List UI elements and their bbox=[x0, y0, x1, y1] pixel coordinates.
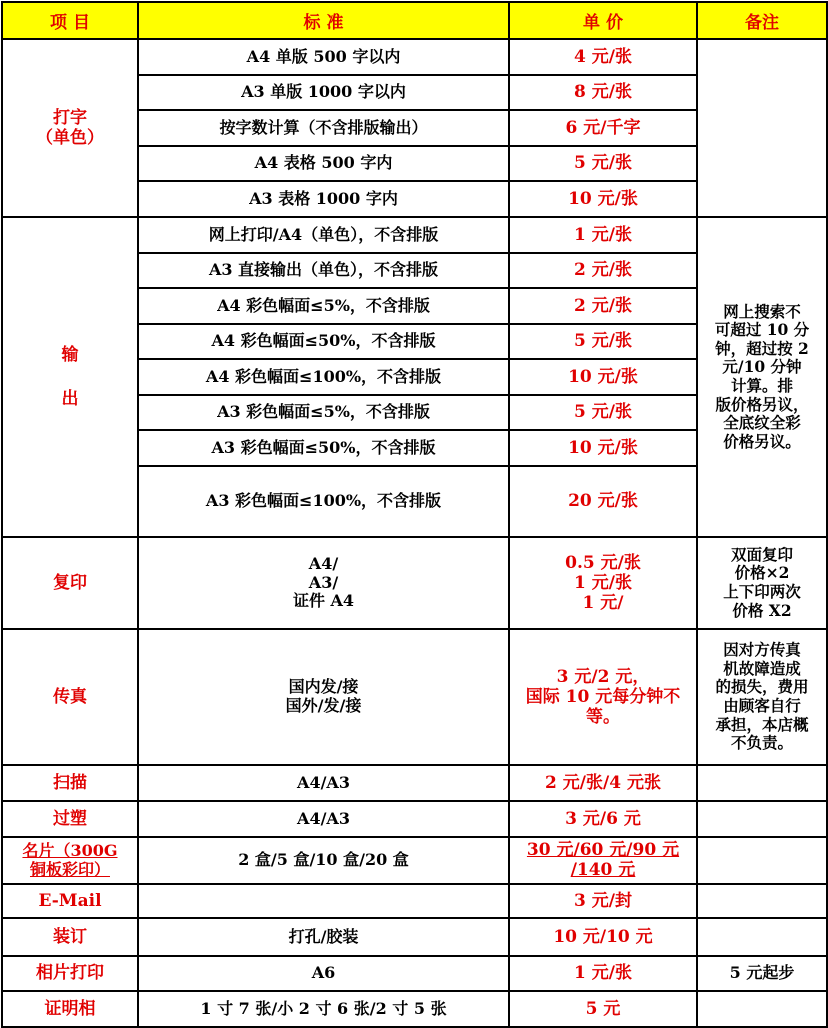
price-cell: 2 元/张 bbox=[509, 253, 697, 288]
standard-cell: 1 寸 7 张/小 2 寸 6 张/2 寸 5 张 bbox=[138, 991, 509, 1027]
remark-cell-empty bbox=[697, 837, 827, 884]
remark-copy: 双面复印 价格×2 上下印两次 价格 X2 bbox=[697, 537, 827, 629]
category-scan: 扫描 bbox=[2, 765, 138, 801]
standard-cell: A4 单版 500 字以内 bbox=[138, 39, 509, 75]
standard-cell: 2 盒/5 盒/10 盒/20 盒 bbox=[138, 837, 509, 884]
price-cell: 2 元/张 bbox=[509, 288, 697, 324]
price-cell: 10 元/张 bbox=[509, 430, 697, 466]
standard-cell-copy: A4/ A3/ 证件 A4 bbox=[138, 537, 509, 629]
standard-cell: 网上打印/A4（单色），不含排版 bbox=[138, 217, 509, 253]
price-cell: 8 元/张 bbox=[509, 75, 697, 110]
header-item: 项 目 bbox=[2, 2, 138, 39]
standard-cell: A6 bbox=[138, 956, 509, 991]
price-cell: 10 元/张 bbox=[509, 181, 697, 217]
category-photo: 相片打印 bbox=[2, 956, 138, 991]
price-cell: 10 元/10 元 bbox=[509, 918, 697, 956]
price-cell-card: 30 元/60 元/90 元 /140 元 bbox=[509, 837, 697, 884]
price-cell-fax: 3 元/2 元， 国际 10 元每分钟不 等。 bbox=[509, 629, 697, 765]
standard-cell: A3 彩色幅面≤100%，不含排版 bbox=[138, 466, 509, 537]
category-laminate: 过塑 bbox=[2, 801, 138, 837]
table-row bbox=[2, 918, 827, 956]
remark-photo: 5 元起步 bbox=[697, 956, 827, 991]
price-cell: 2 元/张/4 元张 bbox=[509, 765, 697, 801]
remark-fax: 因对方传真 机故障造成 的损失，费用 由顾客自行 承担，本店概 不负责。 bbox=[697, 629, 827, 765]
price-table bbox=[1, 1, 828, 1028]
table-row bbox=[2, 629, 827, 765]
category-typing: 打字 （单色） bbox=[2, 39, 138, 217]
table-row bbox=[2, 217, 827, 253]
table-row bbox=[2, 991, 827, 1027]
price-cell: 3 元/6 元 bbox=[509, 801, 697, 837]
standard-cell: A3 表格 1000 字内 bbox=[138, 181, 509, 217]
remark-cell-empty bbox=[697, 918, 827, 956]
standard-cell: A3 单版 1000 字以内 bbox=[138, 75, 509, 110]
standard-cell: 按字数计算（不含排版输出） bbox=[138, 110, 509, 146]
remark-cell-empty bbox=[697, 801, 827, 837]
header-price: 单 价 bbox=[509, 2, 697, 39]
standard-cell: A3 彩色幅面≤5%，不含排版 bbox=[138, 395, 509, 430]
price-cell: 5 元/张 bbox=[509, 146, 697, 181]
table-row bbox=[2, 837, 827, 884]
remark-output: 网上搜索不 可超过 10 分 钟，超过按 2 元/10 分钟 计算。排 版价格另议， 全底纹全彩 价格另议。 bbox=[697, 217, 827, 537]
price-cell-copy: 0.5 元/张 1 元/张 1 元/ bbox=[509, 537, 697, 629]
remark-cell-empty bbox=[697, 39, 827, 217]
standard-cell-fax: 国内发/接 国外/发/接 bbox=[138, 629, 509, 765]
price-cell: 5 元/张 bbox=[509, 395, 697, 430]
header-row bbox=[2, 2, 827, 39]
header-remark: 备注 bbox=[697, 2, 827, 39]
category-card: 名片（300G 铜板彩印） bbox=[2, 837, 138, 884]
standard-cell: 打孔/胶装 bbox=[138, 918, 509, 956]
table-row bbox=[2, 956, 827, 991]
standard-cell: A4/A3 bbox=[138, 801, 509, 837]
standard-cell: A4 表格 500 字内 bbox=[138, 146, 509, 181]
category-fax: 传真 bbox=[2, 629, 138, 765]
category-email: E-Mail bbox=[2, 884, 138, 918]
header-standard: 标 准 bbox=[138, 2, 509, 39]
price-cell: 3 元/封 bbox=[509, 884, 697, 918]
category-binding: 装订 bbox=[2, 918, 138, 956]
price-cell: 6 元/千字 bbox=[509, 110, 697, 146]
price-cell: 20 元/张 bbox=[509, 466, 697, 537]
remark-cell-empty bbox=[697, 991, 827, 1027]
category-copy: 复印 bbox=[2, 537, 138, 629]
price-cell: 1 元/张 bbox=[509, 217, 697, 253]
standard-cell: A4 彩色幅面≤50%，不含排版 bbox=[138, 324, 509, 359]
standard-cell: A3 彩色幅面≤50%，不含排版 bbox=[138, 430, 509, 466]
category-id-photo: 证明相 bbox=[2, 991, 138, 1027]
price-cell: 10 元/张 bbox=[509, 359, 697, 395]
standard-cell bbox=[138, 884, 509, 918]
price-cell: 4 元/张 bbox=[509, 39, 697, 75]
price-cell: 1 元/张 bbox=[509, 956, 697, 991]
table-row bbox=[2, 884, 827, 918]
table-row bbox=[2, 39, 827, 75]
table-row bbox=[2, 801, 827, 837]
table-row bbox=[2, 765, 827, 801]
price-cell: 5 元 bbox=[509, 991, 697, 1027]
standard-cell: A4 彩色幅面≤100%，不含排版 bbox=[138, 359, 509, 395]
table-row bbox=[2, 537, 827, 629]
standard-cell: A3 直接输出（单色），不含排版 bbox=[138, 253, 509, 288]
remark-cell-empty bbox=[697, 765, 827, 801]
standard-cell: A4 彩色幅面≤5%，不含排版 bbox=[138, 288, 509, 324]
category-output: 输 出 bbox=[2, 217, 138, 537]
price-cell: 5 元/张 bbox=[509, 324, 697, 359]
standard-cell: A4/A3 bbox=[138, 765, 509, 801]
remark-cell-empty bbox=[697, 884, 827, 918]
